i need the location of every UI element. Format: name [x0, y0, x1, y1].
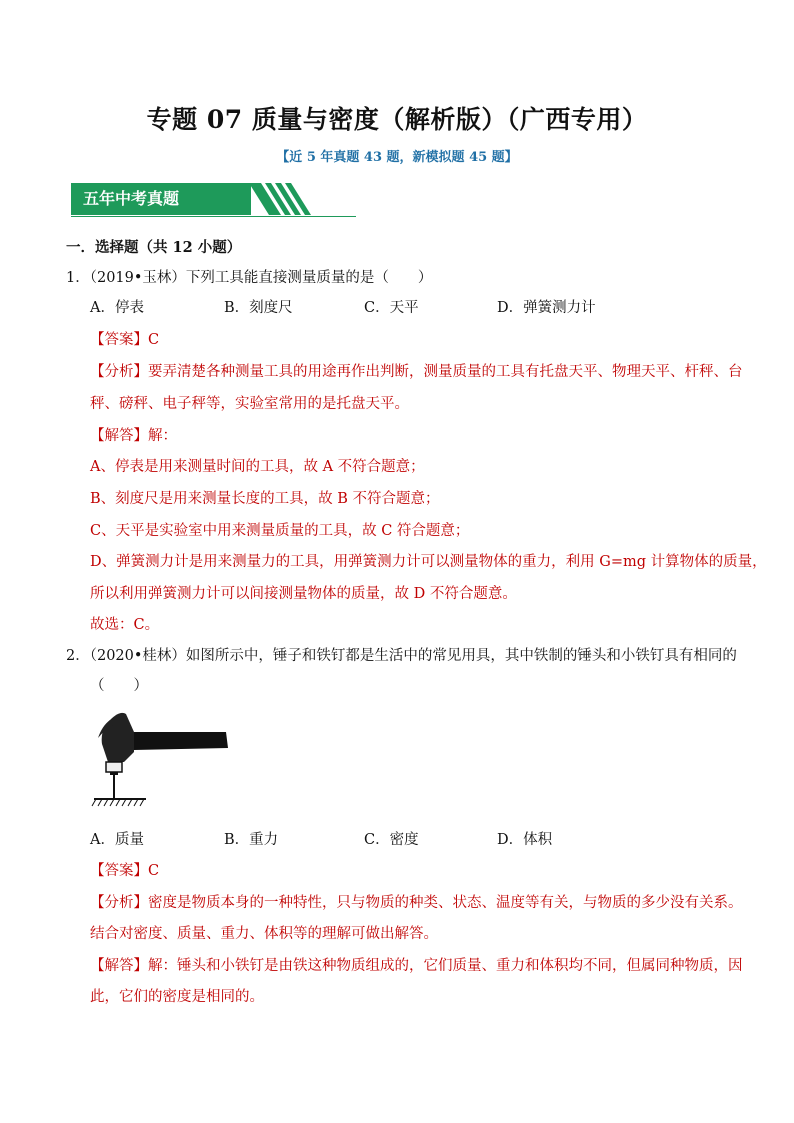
q1-solution-d-line-1: D、弹簧测力计是用来测量力的工具，用弹簧测力计可以测量物体的重力，利用 G=mg 计算物体的质量，	[90, 554, 767, 570]
q2-option-a: A．质量	[90, 832, 144, 848]
q2-option-b: B．重力	[224, 832, 279, 848]
q1-choice: 故选：C。	[90, 617, 160, 633]
q1-solution-b: B、刻度尺是用来测量长度的工具，故 B 不符合题意；	[90, 491, 440, 507]
hammer-nail-figure	[88, 708, 238, 813]
page-title: 专题 07 质量与密度（解析版）（广西专用）	[146, 105, 648, 134]
q2-analysis-line-1: 【分析】密度是物质本身的一种特性，只与物质的种类、状态、温度等有关，与物质的多少没有关系。	[90, 895, 743, 911]
q1-stem: 1．（2019•玉林）下列工具能直接测量质量的是（ ）	[66, 270, 433, 286]
q2-stem: 2．（2020•桂林）如图所示中，锤子和铁钉都是生活中的常见用具，其中铁制的锤头和小铁钉具有相同的	[66, 648, 737, 664]
banner-label: 五年中考真题	[71, 183, 251, 215]
banner-stripes-icon	[249, 183, 329, 217]
q1-option-b: B．刻度尺	[224, 300, 293, 316]
q1-option-d: D．弹簧测力计	[497, 300, 596, 316]
section-heading: 一．选择题（共 12 小题）	[66, 239, 242, 256]
q1-analysis-line-2: 秤、磅秤、电子秤等，实验室常用的是托盘天平。	[90, 396, 409, 412]
q1-option-c: C．天平	[364, 300, 419, 316]
q2-option-c: C．密度	[364, 832, 419, 848]
banner-underline	[71, 216, 356, 217]
q1-option-a: A．停表	[90, 300, 144, 316]
q1-solution-a: A、停表是用来测量时间的工具，故 A 不符合题意；	[90, 459, 425, 475]
q2-stem-line-2: （ ）	[90, 678, 148, 694]
q2-solution-line-1: 【解答】解：锤头和小铁钉是由铁这种物质组成的，它们质量、重力和体积均不同，但属同种物质，因	[90, 958, 743, 974]
section-banner	[71, 183, 361, 219]
page-subtitle: 【近 5 年真题 43 题，新模拟题 45 题】	[276, 150, 518, 165]
q2-solution-line-2: 此，它们的密度是相同的。	[90, 989, 264, 1005]
q2-answer: 【答案】C	[90, 863, 160, 879]
q1-answer: 【答案】C	[90, 332, 160, 348]
q2-analysis-line-2: 结合对密度、质量、重力、体积等的理解可做出解答。	[90, 926, 438, 942]
q1-analysis-line-1: 【分析】要弄清楚各种测量工具的用途再作出判断，测量质量的工具有托盘天平、物理天平、杆秤、台	[90, 364, 743, 380]
q1-solution-c: C、天平是实验室中用来测量质量的工具，故 C 符合题意；	[90, 523, 470, 539]
q1-solution-d-line-2: 所以利用弹簧测力计可以间接测量物体的质量，故 D 不符合题意。	[90, 586, 517, 602]
q1-solution-label: 【解答】解：	[90, 428, 177, 444]
q2-option-d: D．体积	[497, 832, 553, 848]
